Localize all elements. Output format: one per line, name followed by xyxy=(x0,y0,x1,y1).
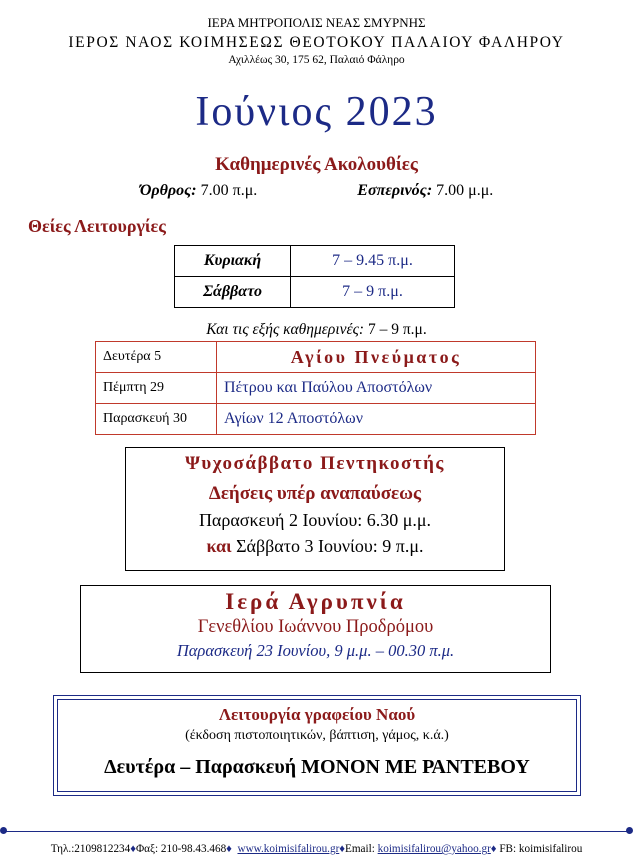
office-box-inner xyxy=(57,699,577,792)
psychosavvato-box xyxy=(125,447,505,571)
table-row xyxy=(175,277,455,308)
liturgy-time: 7 – 9 π.μ. xyxy=(291,277,455,308)
psychosavvato-line-2 xyxy=(126,536,504,557)
office-box xyxy=(53,695,581,796)
vigil-box xyxy=(80,585,551,673)
diamond-separator-icon: ♦ xyxy=(339,843,346,855)
office-title: Λειτουργία γραφείου Ναού xyxy=(218,705,416,724)
vigil-subtitle: Γενεθλίου Ιωάννου Προδρόμου xyxy=(197,617,434,637)
facebook-handle: FB: koimisifalirou xyxy=(499,843,583,855)
table-row xyxy=(96,342,536,373)
psychosavvato-subtitle: Δεήσεις υπέρ αναπαύσεως xyxy=(208,483,422,504)
website-link[interactable]: www.koimisifalirou.gr xyxy=(237,843,340,855)
table-row xyxy=(96,373,536,404)
diamond-separator-icon: ♦ xyxy=(226,843,232,855)
psychosavvato-title: Ψυχοσάββατο Πεντηκοστής xyxy=(185,453,445,474)
orthros-time: 7.00 π.μ. xyxy=(200,182,258,199)
liturgies-title: Θείες Λειτουργίες xyxy=(28,216,166,236)
weekday-prefix: Και τις εξής καθημερινές: xyxy=(206,321,365,338)
vigil-title: Ιερά Αγρυπνία xyxy=(225,589,406,614)
diamond-separator-icon: ♦ xyxy=(490,843,497,855)
vespers-time: 7.00 μ.μ. xyxy=(436,182,494,199)
feast-name: Αγίων 12 Αποστόλων xyxy=(217,404,536,435)
fax-number: Φαξ: 210-98.43.468 xyxy=(135,843,227,855)
feast-date: Πέμπτη 29 xyxy=(96,373,217,404)
weekday-liturgies-note xyxy=(0,321,633,339)
vigil-time: Παρασκευή 23 Ιουνίου, 9 μ.μ. – 00.30 π.μ. xyxy=(176,641,455,660)
divider-dot-right xyxy=(626,827,633,834)
office-hours: Δευτέρα – Παρασκευή ΜΟΝΟΝ ΜΕ ΡΑΝΤΕΒΟΥ xyxy=(104,756,530,778)
month-title: Ιούνιος 2023 xyxy=(195,89,438,135)
liturgy-day: Σάββατο xyxy=(175,277,291,308)
psychosavvato-line-2-text: Σάββατο 3 Ιουνίου: 9 π.μ. xyxy=(231,536,424,556)
feasts-table xyxy=(95,341,536,435)
feast-name: Αγίου Πνεύματος xyxy=(217,342,536,373)
liturgy-day: Κυριακή xyxy=(175,246,291,277)
vespers-label: Εσπερινός: xyxy=(357,182,433,199)
table-row xyxy=(175,246,455,277)
liturgy-schedule-table xyxy=(174,245,455,308)
office-note: (έκδοση πιστοποιητικών, βάπτιση, γάμος, κ.ά.) xyxy=(185,728,449,743)
feast-date: Δευτέρα 5 xyxy=(96,342,217,373)
church-name: ΙΕΡΟΣ ΝΑΟΣ ΚΟΙΜΗΣΕΩΣ ΘΕΟΤΟΚΟΥ ΠΑΛΑΙΟΥ ΦΑΛΗΡΟΥ xyxy=(68,34,565,51)
kai-word: και xyxy=(206,536,232,556)
divider-dot-left xyxy=(0,827,7,834)
orthros-label: Όρθρος: xyxy=(139,182,197,199)
phone-number: Τηλ.:2109812234 xyxy=(50,843,131,855)
diamond-separator-icon: ♦ xyxy=(130,843,136,855)
email-label: Email: xyxy=(345,843,378,855)
footer-divider xyxy=(3,831,630,832)
table-row xyxy=(96,404,536,435)
daily-services-times xyxy=(0,182,633,200)
daily-services-title: Καθημερινές Ακολουθίες xyxy=(215,154,418,175)
contact-footer xyxy=(0,843,633,855)
psychosavvato-line-1: Παρασκευή 2 Ιουνίου: 6.30 μ.μ. xyxy=(198,510,432,530)
email-link[interactable]: koimisifalirou@yahoo.gr xyxy=(377,843,491,855)
feast-name: Πέτρου και Παύλου Αποστόλων xyxy=(217,373,536,404)
feast-date: Παρασκευή 30 xyxy=(96,404,217,435)
liturgy-time: 7 – 9.45 π.μ. xyxy=(291,246,455,277)
weekday-time: 7 – 9 π.μ. xyxy=(367,321,427,338)
metropolis-header: ΙΕΡΑ ΜΗΤΡΟΠΟΛΙΣ ΝΕΑΣ ΣΜΥΡΝΗΣ xyxy=(207,15,426,30)
church-address: Αχιλλέως 30, 175 62, Παλαιό Φάληρο xyxy=(228,54,405,66)
